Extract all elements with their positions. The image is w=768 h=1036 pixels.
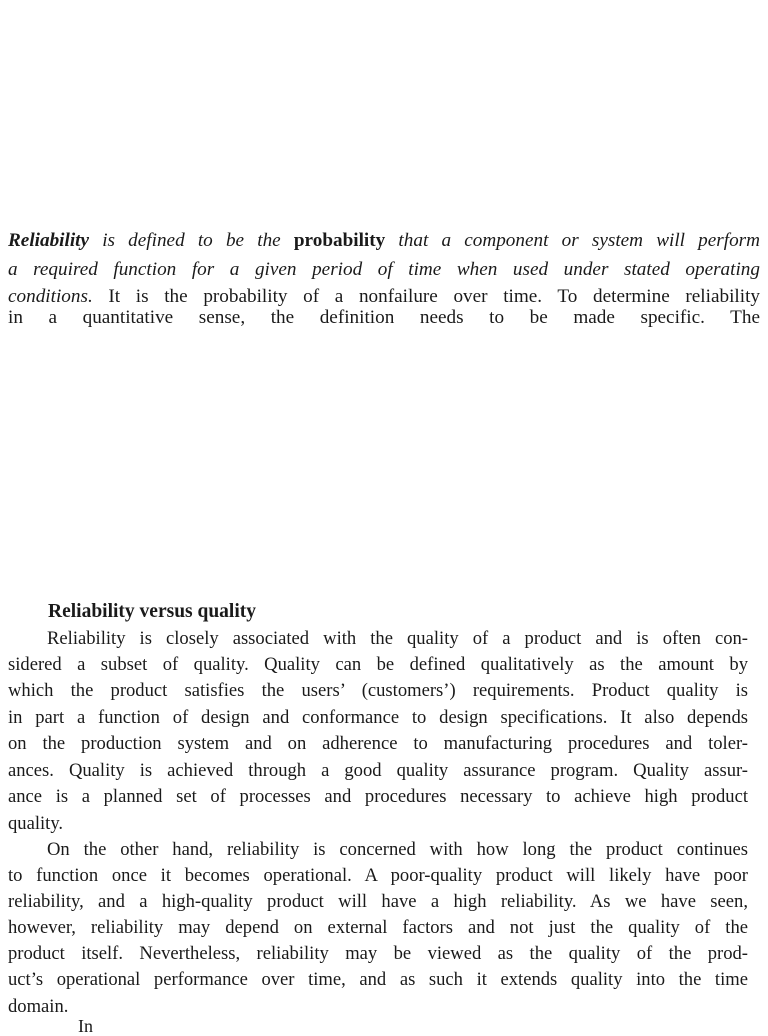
clipped-fragment <box>78 1016 108 1036</box>
paragraph-line: quality. <box>8 813 64 834</box>
clipped-fragment-text: In <box>78 1016 93 1036</box>
definition-line-4-clipped <box>8 305 760 328</box>
definition-text: is defined to be the <box>89 230 294 251</box>
paragraph-line: On the other hand, reliability is concerned with how long the product continues <box>47 839 748 860</box>
definition-text: that a component or system will perform <box>385 230 761 251</box>
paragraph-line: to function once it becomes operational. A poor-quality product will likely have poor <box>8 865 748 886</box>
paragraph-line: Reliability is closely associated with the quality of a product and is often con- <box>47 628 748 649</box>
paragraph-line: in part a function of design and conformance to design specifications. It also depends <box>8 707 748 728</box>
definition-text: conditions. <box>8 286 93 307</box>
paragraph-line: uct’s operational performance over time, and as such it extends quality into the time <box>8 969 748 990</box>
paragraph-line: domain. <box>8 996 69 1017</box>
section-heading: Reliability versus quality <box>48 601 257 622</box>
paragraph-line: ances. Quality is achieved through a good quality assurance program. Quality assur- <box>8 760 748 781</box>
term-probability: probability <box>293 230 386 251</box>
definition-line-1 <box>8 228 760 254</box>
term-reliability: Reliability <box>8 230 90 251</box>
definition-text: It is the probability of a nonfailure over time. To determine reliability <box>92 286 760 307</box>
definition-line-2: a required function for a given period of time when used under stated operating <box>8 259 760 280</box>
paragraph-line: which the product satisfies the users’ (customers’) requirements. Product quality is <box>8 680 748 701</box>
paragraph-line: reliability, and a high-quality product will have a high reliability. As we have seen, <box>8 891 748 912</box>
paragraph-line: ance is a planned set of processes and procedures necessary to achieve high product <box>8 786 748 807</box>
paragraph-line: product itself. Nevertheless, reliability may be viewed as the quality of the prod- <box>8 943 748 964</box>
paragraph-line: however, reliability may depend on external factors and not just the quality of the <box>8 917 748 938</box>
definition-line-4: in a quantitative sense, the definition needs to be made specific. The <box>8 307 760 328</box>
paragraph-line: on the production system and on adherence to manufacturing procedures and toler- <box>8 733 748 754</box>
paragraph-line: sidered a subset of quality. Quality can be defined qualitatively as the amount by <box>8 654 748 675</box>
